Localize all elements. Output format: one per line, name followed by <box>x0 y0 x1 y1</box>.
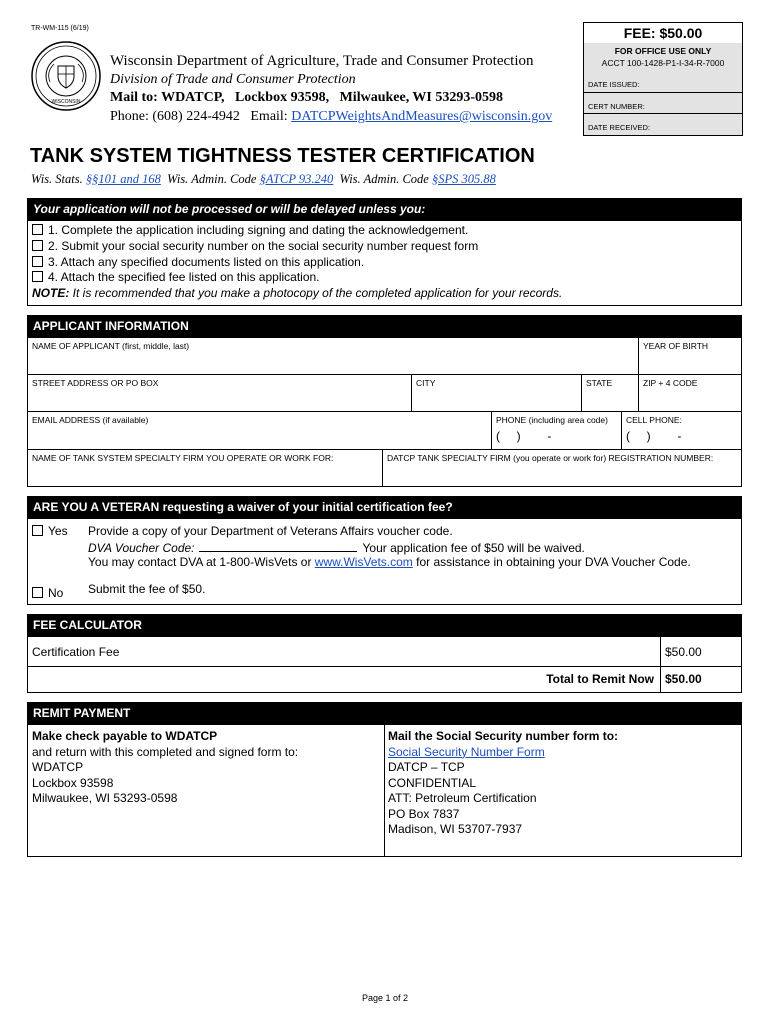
no-label: No <box>48 586 64 600</box>
checkbox[interactable] <box>32 240 43 251</box>
veteran-header: ARE YOU A VETERAN requesting a waiver of your initial certification fee? <box>27 496 742 518</box>
city-field[interactable]: CITY <box>412 375 582 412</box>
fee-amount: FEE: $50.00 <box>584 23 742 44</box>
checkbox[interactable] <box>32 224 43 235</box>
applicant-grid <box>27 337 742 487</box>
remit-right-line: PO Box 7837 <box>388 806 460 821</box>
veteran-yes-option[interactable] <box>32 524 68 538</box>
phone-label: PHONE (including area code) <box>496 415 608 425</box>
dva-contact <box>88 555 691 569</box>
mail-to: Mail to: WDATCP, Lockbox 93598, Milwaukee, WI 53293-0598 <box>110 90 504 105</box>
remit-left-line: WDATCP <box>32 760 84 774</box>
requirement-item-3 <box>32 255 364 269</box>
cert-fee-value: $50.00 <box>661 637 741 667</box>
requirement-text: 2. Submit your social security number on the social security number request form <box>48 239 479 253</box>
requirement-item-1 <box>32 223 468 237</box>
remit-left-line: and return with this completed and signed form to: <box>32 744 299 759</box>
ssn-form-link[interactable]: Social Security Number Form <box>388 744 545 759</box>
remit-right <box>388 729 618 838</box>
remit-right-line: Madison, WI 53707-7937 <box>388 822 523 836</box>
date-issued-field: DATE ISSUED: <box>584 71 742 93</box>
veteran-no-option[interactable] <box>32 586 63 600</box>
firm-name-field[interactable]: NAME OF TANK SYSTEM SPECIALTY FIRM YOU OPERATE OR WORK FOR: <box>28 450 383 486</box>
statute-label: Wis. Admin. Code <box>160 172 260 186</box>
remit-right-title: Mail the Social Security number form to: <box>388 729 619 743</box>
agency-division: Division of Trade and Consumer Protection <box>110 72 356 87</box>
statutes <box>31 172 496 187</box>
fee-calculator-box <box>27 636 742 693</box>
agency-name: Wisconsin Department of Agriculture, Trade and Consumer Protection <box>110 53 534 69</box>
cert-number-field: CERT NUMBER: <box>584 93 742 114</box>
remit-right-line: ATT: Petroleum Certification <box>388 791 537 805</box>
no-instruction: Submit the fee of $50. <box>88 582 206 596</box>
requirements-header: Your application will not be processed or will be delayed unless you: <box>27 198 742 220</box>
requirement-text: 3. Attach any specified documents listed on this application. <box>48 255 365 269</box>
checkbox[interactable] <box>32 271 43 282</box>
statute-link-1[interactable]: §§101 and 168 <box>85 172 161 186</box>
page-number: Page 1 of 2 <box>361 993 409 1003</box>
phone-mask: ( ) - <box>496 429 552 443</box>
firm-registration-field[interactable]: DATCP TANK SPECIALTY FIRM (you operate or work for) REGISTRATION NUMBER: <box>387 453 714 463</box>
requirements-note <box>32 286 562 300</box>
voucher-line <box>88 540 585 555</box>
checkbox[interactable] <box>32 256 43 267</box>
applicant-name-field[interactable]: NAME OF APPLICANT (first, middle, last) <box>28 338 639 375</box>
phone-field[interactable] <box>492 412 622 450</box>
cert-fee-label: Certification Fee <box>28 637 661 667</box>
checkbox[interactable] <box>32 525 43 536</box>
contact-text: for assistance in obtaining your DVA Voucher Code. <box>412 555 691 569</box>
remit-right-line: CONFIDENTIAL <box>388 775 477 790</box>
remit-header: REMIT PAYMENT <box>27 702 742 724</box>
office-use-label: FOR OFFICE USE ONLY <box>614 46 712 56</box>
year-of-birth-field[interactable]: YEAR OF BIRTH <box>639 338 741 375</box>
agency-contact <box>110 109 552 125</box>
checkbox[interactable] <box>32 587 43 598</box>
statute-link-2[interactable]: §ATCP 93.240 <box>259 172 334 186</box>
requirement-text: 1. Complete the application including signing and dating the acknowledgement. <box>48 223 469 237</box>
statute-link-3[interactable]: §SPS 305.88 <box>431 172 496 186</box>
remit-left <box>32 729 298 807</box>
cell-phone-label: CELL PHONE: <box>626 415 682 425</box>
form-title: TANK SYSTEM TIGHTNESS TESTER CERTIFICATION <box>30 145 535 167</box>
cell-phone-mask: ( ) - <box>626 429 682 443</box>
total-label: Total to Remit Now <box>28 667 661 692</box>
veteran-voucher-instruction: Provide a copy of your Department of Veterans Affairs voucher code. <box>88 524 453 538</box>
remit-left-title: Make check payable to WDATCP <box>32 729 218 743</box>
date-received-field: DATE RECEIVED: <box>584 114 742 135</box>
voucher-label: DVA Voucher Code: <box>88 541 195 555</box>
remit-left-line: Milwaukee, WI 53293-0598 <box>32 791 178 805</box>
form-id: TR-WM-115 (6/19) <box>31 25 89 32</box>
zip-field[interactable]: ZIP + 4 CODE <box>639 375 741 412</box>
wisvets-link[interactable]: www.WisVets.com <box>314 555 413 569</box>
remit-left-line: Lockbox 93598 <box>32 775 114 790</box>
applicant-header: APPLICANT INFORMATION <box>27 315 742 337</box>
voucher-code-input[interactable] <box>199 540 357 552</box>
requirement-item-4 <box>32 270 320 284</box>
state-field[interactable]: STATE <box>582 375 639 412</box>
requirement-text: 4. Attach the specified fee listed on this application. <box>48 270 320 284</box>
yes-label: Yes <box>48 524 68 538</box>
statute-label: Wis. Stats. <box>31 172 86 186</box>
email-link[interactable]: DATCPWeightsAndMeasures@wisconsin.gov <box>291 109 553 124</box>
waived-text: Your application fee of $50 will be waived. <box>362 541 585 555</box>
contact-text: You may contact DVA at 1-800-WisVets or <box>88 555 315 569</box>
wisconsin-seal-icon <box>30 40 102 112</box>
total-value: $50.00 <box>665 672 702 686</box>
note-text: It is recommended that you make a photocopy of the completed application for your records. <box>69 286 563 300</box>
seal-text: WISCONSIN <box>51 99 81 105</box>
remit-right-line: DATCP – TCP <box>388 760 465 774</box>
email-field[interactable]: EMAIL ADDRESS (if available) <box>28 412 492 450</box>
statute-label: Wis. Admin. Code <box>333 172 432 186</box>
street-address-field[interactable]: STREET ADDRESS OR PO BOX <box>28 375 412 412</box>
fee-calculator-header: FEE CALCULATOR <box>27 614 742 636</box>
phone-text: Phone: (608) 224-4942 Email: <box>110 109 292 124</box>
acct-number: ACCT 100-1428-P1-I-34-R-7000 <box>601 58 725 68</box>
note-label: NOTE: <box>32 286 70 300</box>
requirement-item-2 <box>32 239 478 253</box>
office-use-box <box>583 22 743 136</box>
cell-phone-field[interactable] <box>622 412 741 450</box>
